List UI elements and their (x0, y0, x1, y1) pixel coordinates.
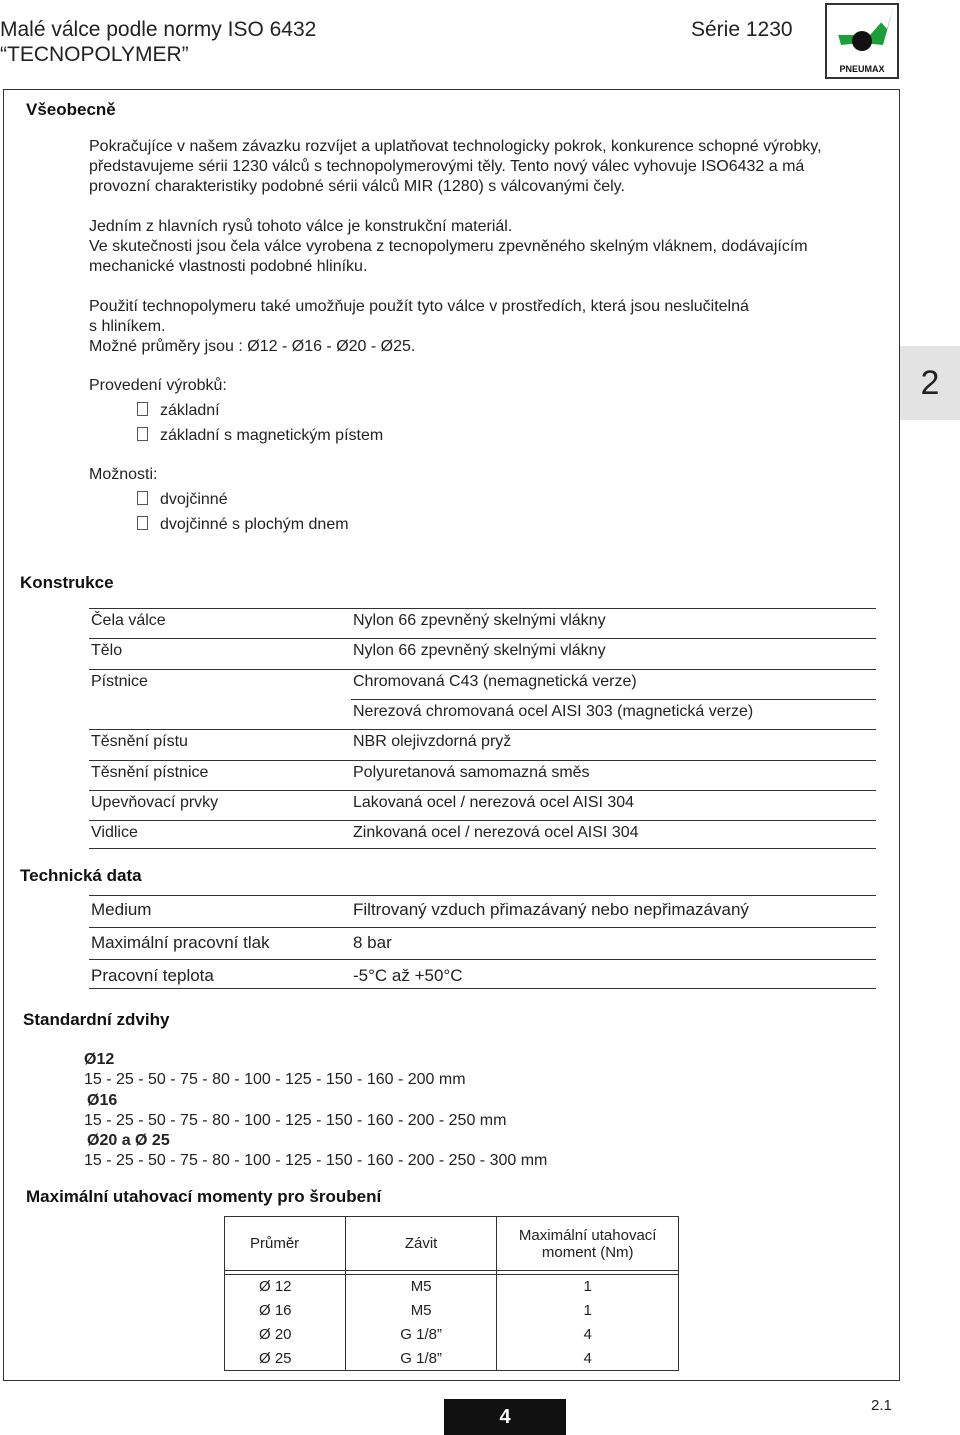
table-cell-material: Polyuretanová samomazná směs (353, 764, 590, 781)
text-line: mechanické vlastnosti podobné hliníku. (89, 258, 368, 275)
table-cell-label: Pracovní teplota (91, 966, 214, 985)
table-row (89, 608, 876, 638)
header-bore: Průměr (225, 1217, 346, 1271)
text-line: Možné průměry jsou : Ø12 - Ø16 - Ø20 - Ø25. (89, 338, 416, 355)
section-title-general: Všeobecně (26, 100, 116, 119)
page-box: 4 (444, 1399, 566, 1435)
cell-bore: Ø 20 (225, 1323, 346, 1347)
table-rule (89, 959, 876, 960)
table-cell-material: Nylon 66 zpevněný skelnými vlákny (353, 612, 606, 629)
table-rule (89, 927, 876, 928)
table-row (225, 1299, 679, 1323)
cell-torque: 1 (497, 1299, 679, 1323)
list-item-version (137, 401, 220, 421)
table-cell-material: Zinkovaná ocel / nerezová ocel AISI 304 (353, 824, 639, 841)
table-row (89, 820, 876, 850)
checkbox-icon (137, 402, 148, 416)
table-cell-part: Vidlice (91, 824, 138, 841)
section-title-strokes: Standardní zdvihy (23, 1010, 170, 1029)
list-item-version (137, 426, 383, 446)
text-line: Ve skutečnosti jsou čela válce vyrobena z tecnopolymeru zpevněného skelným vláknem, dodávajícím (89, 238, 808, 255)
header-torque-line-2: moment (Nm) (541, 1243, 634, 1261)
table-cell-part: Tělo (91, 642, 123, 659)
versions-label: Provedení výrobků: (89, 377, 227, 394)
text-line: Použití technopolymeru také umožňuje použít tyto válce v prostředích, která jsou neslučitelná (89, 298, 749, 315)
stroke-values: 15 - 25 - 50 - 75 - 80 - 100 - 125 - 150 - 160 - 200 - 250 - 300 mm (84, 1152, 548, 1169)
table-row (89, 760, 876, 790)
table-cell-part: Těsnění pístu (91, 733, 188, 750)
list-item-label: dvojčinné (160, 491, 228, 508)
cell-thread: M5 (345, 1299, 497, 1323)
section-title-torque: Maximální utahovací momenty pro šroubení (26, 1187, 382, 1206)
table-row (89, 896, 876, 928)
cell-bore: Ø 16 (225, 1299, 346, 1323)
table-cell-material: Nylon 66 zpevněný skelnými vlákny (353, 642, 606, 659)
cell-torque: 4 (497, 1323, 679, 1347)
header-thread: Závit (345, 1217, 497, 1271)
section-title-technical: Technická data (20, 866, 142, 885)
table-cell-value: -5°C až +50°C (353, 966, 463, 985)
table-cell-part: Upevňovací prvky (91, 794, 219, 811)
cell-torque: 1 (497, 1275, 679, 1299)
header-torque-line-1: Maximální utahovací (518, 1226, 657, 1244)
table-cell-label: Medium (91, 900, 152, 919)
title-line-1: Malé válce podle normy ISO 6432 (0, 18, 317, 41)
table-cell-label: Maximální pracovní tlak (91, 933, 270, 952)
section-title-construction: Konstrukce (20, 573, 114, 592)
header-torque (497, 1217, 679, 1271)
table-cell-material: Chromovaná C43 (nemagnetická verze) (353, 673, 637, 690)
text-line: představujeme sérii 1230 válců s technopolymerovými těly. Tento nový válec vyhovuje ISO6432 a má (89, 158, 805, 175)
table-row (225, 1275, 679, 1299)
paragraph-material (89, 217, 889, 277)
table-row (89, 699, 876, 729)
table-cell-material: Nerezová chromovaná ocel AISI 303 (magnetická verze) (353, 703, 754, 720)
table-rule (89, 988, 876, 989)
checkbox-icon (137, 516, 148, 530)
table-rule (89, 848, 876, 849)
stroke-bore: Ø20 a Ø 25 (87, 1132, 170, 1149)
pneumax-logo (825, 3, 899, 79)
title-line-2: “TECNOPOLYMER” (0, 43, 189, 66)
table-cell-material: Lakovaná ocel / nerezová ocel AISI 304 (353, 794, 635, 811)
paragraph-usage (89, 297, 889, 357)
table-row (225, 1347, 679, 1371)
torque-table (224, 1216, 679, 1371)
cell-thread: M5 (345, 1275, 497, 1299)
chapter-tab: 2 (900, 346, 960, 420)
table-cell-value: 8 bar (353, 933, 392, 952)
list-item-option (137, 490, 228, 510)
table-cell-material: NBR olejivzdorná pryž (353, 733, 512, 750)
table-cell-value: Filtrovaný vzduch přimazávaný nebo nepřimazávaný (353, 900, 749, 919)
checkbox-icon (137, 427, 148, 441)
list-item-label: základní s magnetickým pístem (160, 427, 384, 444)
stroke-bore: Ø16 (87, 1092, 118, 1109)
options-label: Možnosti: (89, 466, 158, 483)
table-row (89, 929, 876, 961)
list-item-label: základní (160, 402, 220, 419)
checkbox-icon (137, 491, 148, 505)
text-line: Jedním z hlavních rysů tohoto válce je konstrukční materiál. (89, 218, 513, 235)
cell-bore: Ø 25 (225, 1347, 346, 1371)
text-line: Pokračujíce v našem závazku rozvíjet a uplatňovat technologicky pokrok, konkurence schopné výrobky, (89, 138, 822, 155)
list-item-option (137, 515, 349, 535)
stroke-values: 15 - 25 - 50 - 75 - 80 - 100 - 125 - 150 - 160 - 200 mm (84, 1071, 466, 1088)
table-row (89, 962, 876, 994)
cell-thread: G 1/8” (345, 1347, 497, 1371)
table-row (89, 669, 876, 699)
cell-bore: Ø 12 (225, 1275, 346, 1299)
text-line: provozní charakteristiky podobné sérii válců MIR (1280) s válcovanými čely. (89, 178, 625, 195)
paragraph-intro (89, 137, 889, 197)
text-line: s hliníkem. (89, 318, 166, 335)
stroke-values: 15 - 25 - 50 - 75 - 80 - 100 - 125 - 150 - 160 - 200 - 250 mm (84, 1112, 507, 1129)
table-cell-part: Těsnění pístnice (91, 764, 209, 781)
table-row (225, 1323, 679, 1347)
table-cell-part: Pístnice (91, 673, 148, 690)
table-header-row (225, 1217, 679, 1271)
cell-thread: G 1/8” (345, 1323, 497, 1347)
page-number: 2.1 (871, 1397, 892, 1414)
table-row (89, 729, 876, 759)
table-cell-part: Čela válce (91, 612, 166, 629)
table-row (89, 638, 876, 668)
stroke-bore: Ø12 (84, 1051, 115, 1068)
pneumax-logo-icon (827, 5, 897, 77)
table-row (89, 790, 876, 820)
document-title (0, 17, 316, 67)
logo-text: PNEUMAX (839, 64, 885, 74)
list-item-label: dvojčinné s plochým dnem (160, 516, 349, 533)
series-label: Série 1230 (691, 18, 793, 41)
cell-torque: 4 (497, 1347, 679, 1371)
